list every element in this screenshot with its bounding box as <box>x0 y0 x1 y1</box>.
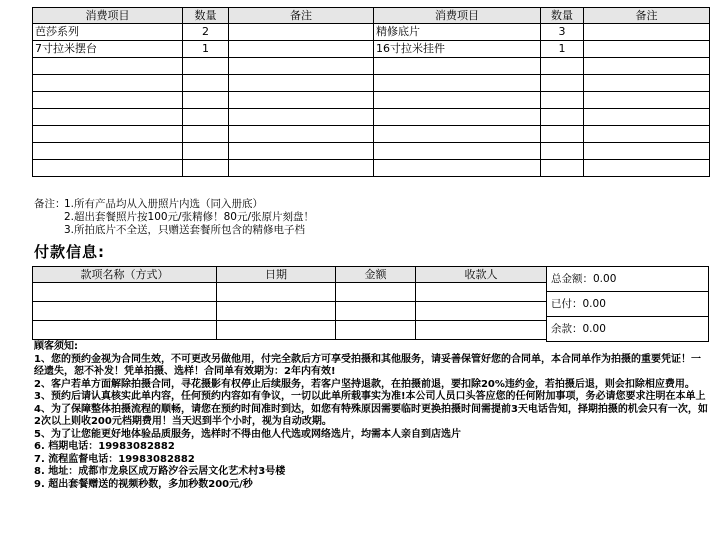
table-row <box>33 302 547 321</box>
note-line: 9. 超出套餐赠送的视频秒数，多加秒数200元/秒 <box>34 478 253 490</box>
note-line: 4、为了保障整体拍摄流程的顺畅，请您在预约时间准时到达，如您有特殊原因需要临时更换拍摄时间需提前3天电话告知，择期拍摄的机会只有一次，如2次以上则收200元档期费用！当天迟到半个小时，视为自动改期。 <box>34 403 708 427</box>
table-cell <box>229 41 374 58</box>
notes-title: 顾客须知: <box>34 341 78 352</box>
table-cell <box>374 92 541 109</box>
table-cell <box>541 160 584 177</box>
table-cell <box>416 321 547 340</box>
table-cell <box>183 160 229 177</box>
table-row <box>33 92 710 109</box>
total-amount: 总金额：0.00 <box>547 267 709 292</box>
payment-table <box>32 266 547 340</box>
table-cell: 精修底片 <box>374 24 541 41</box>
note-line: 8. 地址：成都市龙泉区成万路汐谷云居文化艺术村3号楼 <box>34 466 286 477</box>
table-cell <box>33 75 183 92</box>
table-cell <box>374 160 541 177</box>
table-cell <box>374 143 541 160</box>
table-cell <box>374 126 541 143</box>
table-cell <box>217 283 336 302</box>
items-table <box>32 7 710 177</box>
table-cell <box>584 109 710 126</box>
table-cell <box>584 143 710 160</box>
table-cell <box>183 75 229 92</box>
table-cell <box>229 24 374 41</box>
table-cell <box>183 92 229 109</box>
table-row <box>33 109 710 126</box>
table-cell <box>217 321 336 340</box>
table-cell <box>541 143 584 160</box>
table-cell <box>33 126 183 143</box>
payment-summary <box>546 266 709 342</box>
remarks-label: 备注： <box>34 198 66 210</box>
paid-amount: 已付：0.00 <box>547 292 709 317</box>
table-cell <box>374 58 541 75</box>
items-body <box>33 24 710 177</box>
table-cell: 芭莎系列 <box>33 24 183 41</box>
table-row <box>33 24 710 41</box>
table-cell <box>183 143 229 160</box>
table-row <box>33 160 710 177</box>
table-cell: 1 <box>541 41 584 58</box>
table-row <box>33 58 710 75</box>
table-cell <box>336 283 416 302</box>
table-cell <box>33 302 217 321</box>
table-cell <box>229 126 374 143</box>
table-cell <box>416 283 547 302</box>
table-cell <box>183 109 229 126</box>
remark-line: 1.所有产品均从入册照片内选（同入册底） <box>64 198 264 210</box>
table-row <box>33 321 547 340</box>
customer-notes <box>34 341 710 491</box>
table-cell: 7寸拉米摆台 <box>33 41 183 58</box>
remark-line: 2.超出套餐照片按100元/张精修！80元/张原片刻盘！ <box>64 211 314 223</box>
table-cell <box>584 41 710 58</box>
table-cell <box>584 92 710 109</box>
header-date: 日期 <box>217 267 336 283</box>
header-qty-2: 数量 <box>541 8 584 24</box>
table-cell <box>416 302 547 321</box>
table-cell <box>541 92 584 109</box>
table-cell <box>229 143 374 160</box>
table-cell <box>229 92 374 109</box>
note-line: 6. 档期电话：19983082882 <box>34 441 175 452</box>
note-line: 7. 流程监督电话：19983082882 <box>34 453 195 465</box>
table-cell <box>584 126 710 143</box>
table-cell <box>336 321 416 340</box>
table-cell <box>229 160 374 177</box>
table-cell <box>33 283 217 302</box>
header-qty: 数量 <box>183 8 229 24</box>
table-cell <box>541 109 584 126</box>
table-cell <box>229 109 374 126</box>
balance-amount: 余款：0.00 <box>547 317 709 342</box>
table-cell <box>541 126 584 143</box>
table-row <box>33 143 710 160</box>
header-method: 款项名称（方式） <box>33 267 217 283</box>
table-cell <box>33 143 183 160</box>
table-cell: 2 <box>183 24 229 41</box>
table-cell <box>183 58 229 75</box>
table-cell <box>541 58 584 75</box>
header-note: 备注 <box>229 8 374 24</box>
table-cell <box>374 109 541 126</box>
table-cell <box>229 58 374 75</box>
table-cell <box>584 75 710 92</box>
table-cell <box>33 321 217 340</box>
table-cell <box>183 126 229 143</box>
header-note-2: 备注 <box>584 8 710 24</box>
table-cell <box>33 58 183 75</box>
note-line: 1、您的预约金视为合同生效，不可更改另做他用，付完全款后方可享受拍摄和其他服务，请妥善保管好您的合同单，本合同单作为拍摄的重要凭证！一经遗失，恕不补发！凭单拍摄、选样！合同单有效期为：2年内有效! <box>34 353 701 377</box>
table-cell <box>33 160 183 177</box>
payment-body <box>33 283 547 340</box>
table-cell <box>584 58 710 75</box>
table-cell <box>217 302 336 321</box>
items-header-row <box>33 8 710 24</box>
table-cell <box>33 92 183 109</box>
table-cell <box>33 109 183 126</box>
table-cell <box>584 160 710 177</box>
table-row <box>33 41 710 58</box>
table-cell: 1 <box>183 41 229 58</box>
header-item: 消费项目 <box>33 8 183 24</box>
note-line: 2、客户若单方面解除拍摄合同，寻花摄影有权停止后续服务，若客户坚持退款，在拍摄前退，要扣除20%违约金，若拍摄后退，则会扣除相应费用。 <box>34 378 695 390</box>
table-cell <box>374 75 541 92</box>
table-cell <box>584 24 710 41</box>
note-line: 3、预约后请认真核实此单内容，任何预约内容如有争议，一切以此单所载事实为准!本公司人员口头答应您的任何附加事项，务必请您要求注明在本单上 <box>34 391 706 402</box>
header-payee: 收款人 <box>416 267 547 283</box>
table-cell: 3 <box>541 24 584 41</box>
table-cell <box>541 75 584 92</box>
header-amount: 金额 <box>336 267 416 283</box>
table-cell <box>336 302 416 321</box>
payment-title: 付款信息: <box>34 243 105 261</box>
note-line: 5、为了让您能更好地体验品质服务，选样时不得由他人代选或网络选片，均需本人亲自到店选片 <box>34 428 461 440</box>
remark-line: 3.所拍底片不全送，只赠送套餐所包含的精修电子档 <box>64 224 306 236</box>
table-row <box>33 126 710 143</box>
table-cell <box>229 75 374 92</box>
remarks-block <box>34 198 314 237</box>
table-cell: 16寸拉米挂件 <box>374 41 541 58</box>
table-row <box>33 75 710 92</box>
payment-header-row <box>33 267 547 283</box>
table-row <box>33 283 547 302</box>
header-item-2: 消费项目 <box>374 8 541 24</box>
